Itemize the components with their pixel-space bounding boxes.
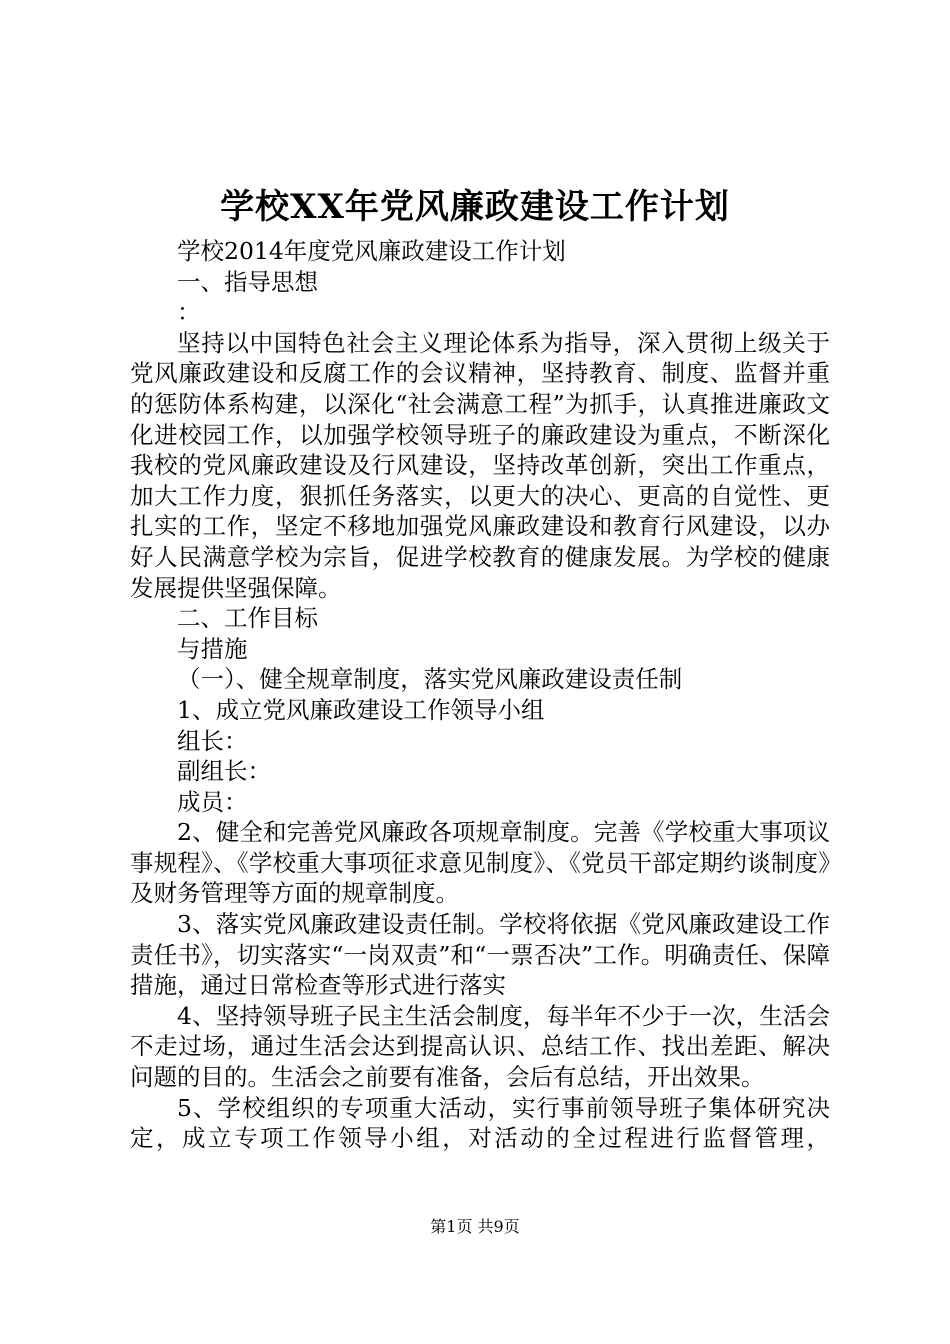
paragraph-team-leader: 组长： xyxy=(177,726,248,755)
paragraph-item-4: 4、坚持领导班子民主生活会制度，每半年不少于一次，生活会不走过场，通过生活会达到提高认识、总结工作、找出差距、解决问题的目的。生活会之前要有准备，会后有总结，开出效果。 xyxy=(130,1001,830,1092)
paragraph-item-2: 2、健全和完善党风廉政各项规章制度。完善《学校重大事项议事规程》、《学校重大事项征求意见制度》、《党员干部定期约谈制度》及财务管理等方面的规章制度。 xyxy=(130,818,830,908)
paragraph-subtitle: 学校2014年度党风廉政建设工作计划 xyxy=(177,237,566,265)
paragraph-item-1: 1、成立党风廉政建设工作领导小组 xyxy=(177,695,545,724)
document-body xyxy=(130,236,830,1154)
heading-work-goals: 二、工作目标 xyxy=(177,604,318,633)
paragraph-item-5: 5、学校组织的专项重大活动，实行事前领导班子集体研究决定，成立专项工作领导小组，对活动的全过程进行监督管理， xyxy=(130,1093,830,1153)
paragraph-colon: ： xyxy=(177,298,201,327)
paragraph-item-3: 3、落实党风廉政建设责任制。学校将依据《党风廉政建设工作责任书》，切实落实“一岗双责”和“一票否决”工作。明确责任、保障措施，通过日常检查等形式进行落实 xyxy=(130,910,830,1000)
heading-work-goals-continued: 与措施 xyxy=(177,634,248,663)
document-title: 学校XX年党风廉政建设工作计划 xyxy=(220,187,730,227)
heading-section-1: （一）、健全规章制度，落实党风廉政建设责任制 xyxy=(177,665,683,694)
paragraph-deputy-leader: 副组长： xyxy=(177,757,271,786)
heading-guiding-ideology: 一、指导思想 xyxy=(177,267,318,296)
page-footer: 第1页 共9页 xyxy=(430,1217,520,1236)
paragraph-members: 成员： xyxy=(177,787,248,816)
paragraph-guiding-ideology-text: 坚持以中国特色社会主义理论体系为指导，深入贯彻上级关于党风廉政建设和反腐工作的会议精神，坚持教育、制度、监督并重的惩防体系构建，以深化“社会满意工程”为抓手，认真推进廉政文化进校园工作，以加强学校领导班子的廉政建设为重点，不断深化我校的党风廉政建设及行风建设，坚持改革创新，突出工作重点，加大工作力度，狠抓任务落实，以更大的决心、更高的自觉性、更扎实的工作，坚定不移地加强党风廉政建设和教育行风建设，以办好人民满意学校为宗旨，促进学校教育的健康发展。为学校的健康发展提供坚强保障。 xyxy=(130,328,830,602)
